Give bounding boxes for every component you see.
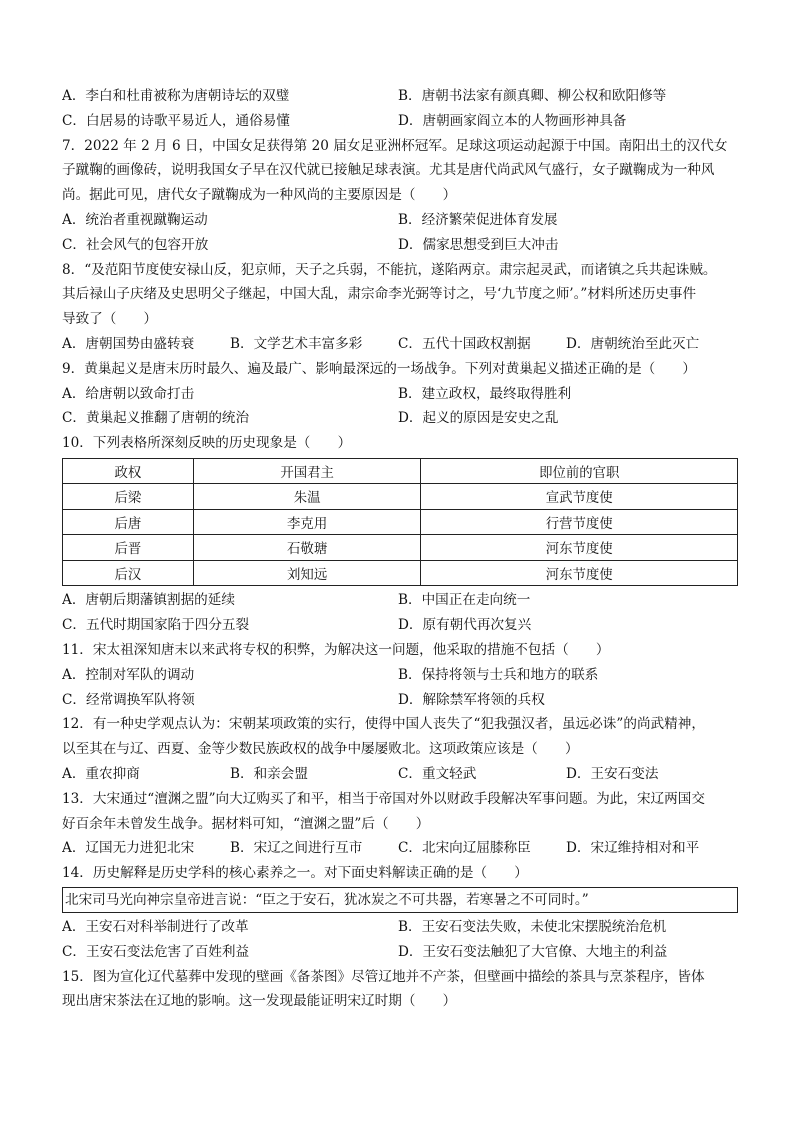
q7-option-d[interactable]: D．儒家思想受到巨大冲击 (398, 236, 559, 253)
q12-options (62, 762, 742, 787)
q12-stem-line1: 12．有一种史学观点认为：宋朝某项政策的实行，使得中国人丧失了“犯我强汉者，虽远必诛”的尚武精神， (62, 716, 705, 733)
q15-stem-line2: 现出唐宋茶法在辽地的影响。这一发现最能证明宋辽时期（ ） (62, 993, 457, 1010)
q10-option-b[interactable]: B．中国正在走向统一 (398, 592, 531, 609)
q7-options-row1 (62, 208, 742, 233)
table-cell: 后梁 (63, 484, 194, 510)
q8-option-d[interactable]: D．唐朝统治至此灭亡 (566, 335, 700, 352)
table-cell: 河东节度使 (421, 535, 738, 561)
table-cell: 后唐 (63, 509, 194, 535)
q7-options-row2 (62, 233, 742, 258)
table-cell: 后晋 (63, 535, 194, 561)
table-cell: 朱温 (193, 484, 421, 510)
q14-option-c[interactable]: C．王安石变法危害了百姓利益 (62, 943, 250, 960)
table-row (63, 509, 738, 535)
q7-stem-line3: 尚。据此可见，唐代女子蹴鞠成为一种风尚的主要原因是（ ） (62, 187, 457, 204)
q14-option-b[interactable]: B．王安石变法失败，未使北宋摆脱统治危机 (398, 919, 667, 936)
table-row (63, 560, 738, 586)
q7-option-c[interactable]: C．社会风气的包容开放 (62, 236, 209, 253)
q12-option-c[interactable]: C．重文轻武 (398, 766, 477, 783)
q8-stem-line2: 其后禄山子庆绪及史思明父子继起，中国大乱，肃宗命李光弼等讨之，号‘九节度之师’。”材料所述历史事件 (62, 286, 697, 303)
table-cell: 刘知远 (193, 560, 421, 586)
q9-option-d[interactable]: D．起义的原因是安史之乱 (398, 410, 559, 427)
q11-options-row1 (62, 663, 742, 688)
q13-options (62, 836, 742, 861)
table-header-cell: 即位前的官职 (421, 458, 738, 484)
table-header-cell: 政权 (63, 458, 194, 484)
q12-stem-line2: 以至其在与辽、西夏、金等少数民族政权的战争中屡屡败北。这项政策应该是（ ） (62, 741, 579, 758)
q14-stem-line1: 14．历史解释是历史学科的核心素养之一。对下面史料解读正确的是（ ） (62, 865, 528, 882)
q10-option-c[interactable]: C．五代时期国家陷于四分五裂 (62, 617, 250, 634)
q11-option-d[interactable]: D．解除禁军将领的兵权 (398, 691, 545, 708)
q6-option-a[interactable]: A．李白和杜甫被称为唐朝诗坛的双璧 (62, 88, 290, 104)
q12-option-d[interactable]: D．王安石变法 (566, 766, 659, 783)
q10-option-d[interactable]: D．原有朝代再次复兴 (398, 617, 532, 634)
q13-option-b[interactable]: B．宋辽之间进行互市 (230, 840, 363, 857)
q9-option-a[interactable]: A．给唐朝以致命打击 (62, 385, 195, 402)
q9-stem-line1: 9．黄巢起义是唐末历时最久、遍及最广、影响最深远的一场战争。下列对黄巢起义描述正确的是（ ） (62, 360, 696, 377)
regimes-table (62, 458, 738, 587)
q14-options-row2 (62, 940, 742, 965)
table-row (63, 484, 738, 510)
q13-stem-line2: 好百余年未曾发生战争。据材料可知，“澶渊之盟”后（ ） (62, 815, 430, 832)
q7-option-a[interactable]: A．统治者重视蹴鞠运动 (62, 211, 208, 228)
q13-stem-line1: 13．大宋通过“澶渊之盟”向大辽购买了和平，相当于帝国对外以财政手段解决军事问题。为此，宋辽两国交 (62, 790, 705, 807)
q8-options (62, 332, 742, 357)
q11-option-c[interactable]: C．经常调换军队将领 (62, 691, 195, 708)
q14-option-d[interactable]: D．王安石变法触犯了大官僚、大地主的利益 (398, 943, 668, 960)
q12-option-a[interactable]: A．重农抑商 (62, 766, 140, 783)
q14-option-a[interactable]: A．王安石对科举制进行了改革 (62, 919, 249, 936)
q14-options-row1 (62, 915, 742, 940)
q7-stem-line2: 子蹴鞠的画像砖，说明我国女子早在汉代就已接触足球表演。尤其是唐代尚武风气盛行，女子蹴鞠成为一种风 (62, 162, 715, 179)
table-row (63, 535, 738, 561)
q6-options-row2 (62, 109, 742, 134)
q8-option-a[interactable]: A．唐朝国势由盛转衰 (62, 335, 195, 352)
q6-option-c[interactable]: C．白居易的诗歌平易近人，通俗易懂 (62, 112, 290, 129)
table-header-row (63, 458, 738, 484)
q7-stem-line1: 7．2022 年 2 月 6 日，中国女足获得第 20 届女足亚洲杯冠军。足球这项运动起源于中国。南阳出土的汉代女 (62, 137, 728, 154)
table-cell: 李克用 (193, 509, 421, 535)
q11-option-b[interactable]: B．保持将领与士兵和地方的联系 (398, 666, 599, 683)
q9-option-c[interactable]: C．黄巢起义推翻了唐朝的统治 (62, 410, 250, 427)
q6-option-d[interactable]: D．唐朝画家阎立本的人物画形神具备 (398, 112, 627, 129)
q8-option-c[interactable]: C．五代十国政权割据 (398, 335, 531, 352)
table-cell: 河东节度使 (421, 560, 738, 586)
q8-stem-line3: 导致了（ ） (62, 311, 158, 328)
table-cell: 宣武节度使 (421, 484, 738, 510)
q9-options-row1 (62, 382, 742, 407)
q13-option-a[interactable]: A．辽国无力进犯北宋 (62, 840, 195, 857)
q14-source-quote: 北宋司马光向神宗皇帝进言说：“臣之于安石，犹冰炭之不可共器，若寒暑之不可同时。” (62, 887, 738, 913)
q7-option-b[interactable]: B．经济繁荣促进体育发展 (398, 211, 558, 228)
q10-stem-line1: 10．下列表格所深刻反映的历史现象是（ ） (62, 435, 352, 452)
table-header-cell: 开国君主 (193, 458, 421, 484)
q13-option-d[interactable]: D．宋辽维持相对和平 (566, 840, 700, 857)
table-cell: 行营节度使 (421, 509, 738, 535)
q6-option-b[interactable]: B．唐朝书法家有颜真卿、柳公权和欧阳修等 (398, 88, 667, 104)
q11-stem-line1: 11．宋太祖深知唐末以来武将专权的积弊，为解决这一问题，他采取的措施不包括（ ） (62, 642, 610, 659)
q10-options-row2 (62, 613, 742, 638)
q10-option-a[interactable]: A．唐朝后期藩镇割据的延续 (62, 592, 235, 609)
q15-stem-line1: 15．图为宣化辽代墓葬中发现的壁画《备茶图》尽管辽地并不产茶，但壁画中描绘的茶具与烹茶程序，皆体 (62, 968, 705, 985)
table-cell: 石敬瑭 (193, 535, 421, 561)
q13-option-c[interactable]: C．北宋向辽屈膝称臣 (398, 840, 531, 857)
q11-options-row2 (62, 688, 742, 713)
q9-option-b[interactable]: B．建立政权，最终取得胜利 (398, 385, 572, 402)
q8-option-b[interactable]: B．文学艺术丰富多彩 (230, 335, 363, 352)
q12-option-b[interactable]: B．和亲会盟 (230, 766, 308, 783)
table-cell: 后汉 (63, 560, 194, 586)
q11-option-a[interactable]: A．控制对军队的调动 (62, 666, 195, 683)
q8-stem-line1: 8．“及范阳节度使安禄山反，犯京师，天子之兵弱，不能抗，遂陷两京。肃宗起灵武，而诸镇之兵共起诛贼。 (62, 261, 717, 278)
q6-options-row1 (62, 84, 742, 109)
exam-page (62, 84, 742, 1014)
q10-options-row1 (62, 588, 742, 613)
q9-options-row2 (62, 406, 742, 431)
